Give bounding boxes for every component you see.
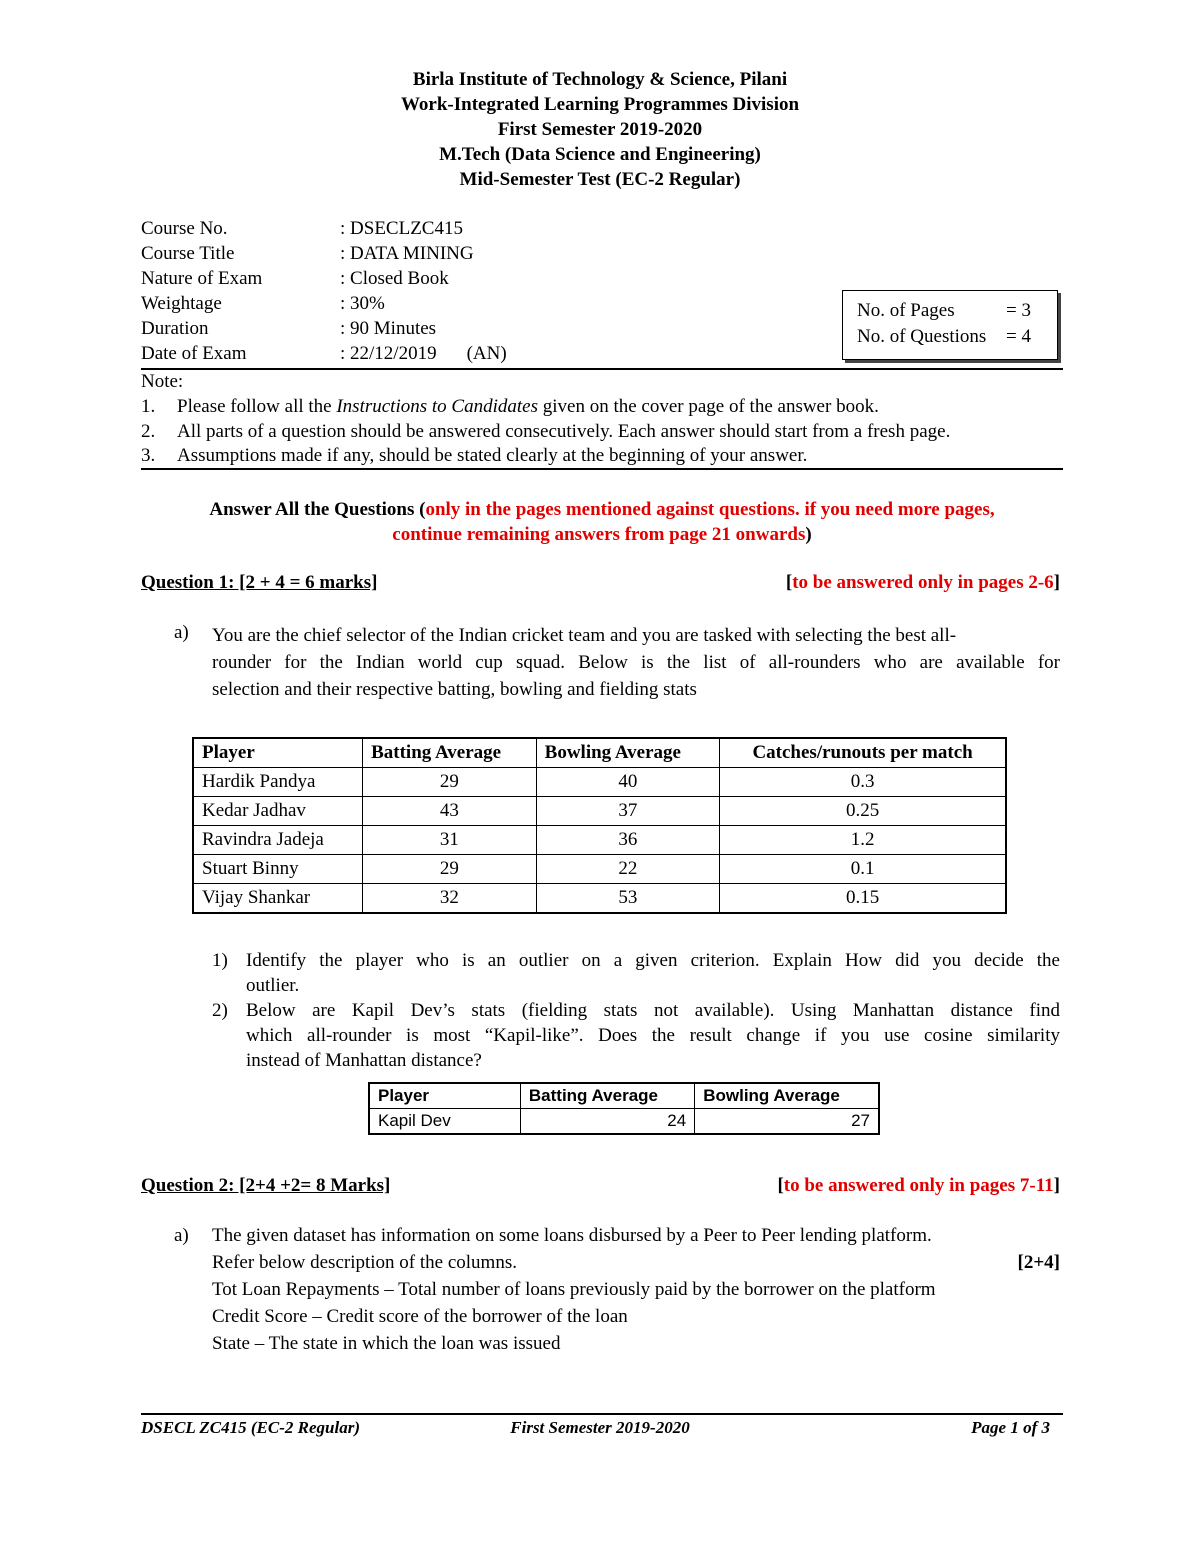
player-name: Kapil Dev — [369, 1109, 520, 1135]
column-header: Catches/runouts per match — [720, 738, 1006, 768]
division-name: Work-Integrated Learning Programmes Division — [400, 94, 800, 115]
answer-all-instruction: Answer All the Questions (only in the pages mentioned against questions. if you need more pages, continue remaining answers from page 21 onwards) — [209, 499, 995, 545]
info-value — [340, 343, 507, 365]
test-name: Mid-Semester Test (EC-2 Regular) — [459, 169, 741, 190]
footer-semester: First Semester 2019-2020 — [510, 1418, 690, 1437]
batting-average: 31 — [363, 826, 537, 855]
pages-count-row — [857, 300, 1047, 322]
programme: M.Tech (Data Science and Engineering) — [439, 144, 761, 165]
info-label: Nature of Exam — [141, 268, 263, 289]
catches-per-match: 0.1 — [720, 855, 1006, 884]
sub-question-text: Below are Kapil Dev’s stats (fielding stats not available). Using Manhattan distance find which all-rounder is most “Kapil-like”. Does the result change if you use cosine similarity instead of Manhattan distance? — [246, 1000, 1060, 1071]
divider — [141, 368, 1063, 370]
column-header: Batting Average — [363, 738, 537, 768]
table-row — [193, 826, 1006, 855]
column-header: Batting Average — [520, 1083, 694, 1109]
table-row — [193, 884, 1006, 914]
player-name: Hardik Pandya — [193, 768, 363, 797]
catches-per-match: 0.15 — [720, 884, 1006, 914]
note-title: Note: — [141, 371, 184, 392]
note-text: Assumptions made if any, should be stated clearly at the beginning of your answer. — [177, 445, 808, 466]
info-label: Duration — [141, 318, 209, 339]
table-header-row — [369, 1083, 879, 1109]
allrounder-stats-table — [192, 737, 1007, 914]
questions-label: No. of Questions — [857, 326, 987, 347]
footer-course: DSECL ZC415 (EC-2 Regular) — [141, 1418, 360, 1437]
note-number: 3. — [141, 445, 156, 466]
note-number: 2. — [141, 421, 156, 442]
institute-name: Birla Institute of Technology & Science, Pilani — [412, 69, 788, 90]
note-text: Please follow all the Instructions to Candidates given on the cover page of the answer book. — [177, 396, 879, 417]
question-2a-line: Tot Loan Repayments – Total number of loans previously paid by the borrower on the platform — [212, 1279, 936, 1300]
pages-questions-box — [842, 290, 1058, 360]
question-2a-line: Refer below description of the columns. — [212, 1252, 517, 1273]
sub-question-number: 1) — [212, 950, 228, 971]
batting-average: 32 — [363, 884, 537, 914]
question-1-title: Question 1: [2 + 4 = 6 marks] — [141, 572, 378, 593]
info-label: Course Title — [141, 243, 235, 264]
table-row — [193, 797, 1006, 826]
bowling-average: 22 — [536, 855, 720, 884]
info-label: Weightage — [141, 293, 222, 314]
pages-value: = 3 — [1006, 300, 1031, 321]
exam-date: : 22/12/2019 — [340, 343, 437, 364]
info-value: : 90 Minutes — [340, 318, 437, 339]
kapil-dev-stats-table — [368, 1082, 880, 1135]
bowling-average: 37 — [536, 797, 720, 826]
question-2-pages: [to be answered only in pages 7-11] — [777, 1175, 1060, 1196]
player-name: Vijay Shankar — [193, 884, 363, 914]
sub-question-number: 2) — [212, 1000, 228, 1021]
info-label: Course No. — [141, 218, 228, 239]
catches-per-match: 1.2 — [720, 826, 1006, 855]
batting-average: 24 — [520, 1109, 694, 1135]
questions-count-row — [857, 326, 1047, 348]
player-name: Stuart Binny — [193, 855, 363, 884]
question-2a-line: State – The state in which the loan was issued — [212, 1333, 561, 1354]
batting-average: 29 — [363, 855, 537, 884]
column-header: Player — [193, 738, 363, 768]
catches-per-match: 0.25 — [720, 797, 1006, 826]
bowling-average: 53 — [536, 884, 720, 914]
part-label: a) — [174, 622, 189, 643]
exam-session: (AN) — [466, 343, 507, 364]
note-emphasis: Instructions to Candidates — [336, 396, 538, 417]
batting-average: 43 — [363, 797, 537, 826]
question-2a-line: Credit Score – Credit score of the borrower of the loan — [212, 1306, 628, 1327]
batting-average: 29 — [363, 768, 537, 797]
footer-divider — [141, 1413, 1063, 1415]
table-header-row — [193, 738, 1006, 768]
question-2a-line: The given dataset has information on some loans disbursed by a Peer to Peer lending platform. — [212, 1225, 932, 1246]
question-1-pages: [to be answered only in pages 2-6] — [785, 572, 1060, 593]
column-header: Bowling Average — [695, 1083, 879, 1109]
column-header: Bowling Average — [536, 738, 720, 768]
bowling-average: 36 — [536, 826, 720, 855]
semester: First Semester 2019-2020 — [497, 119, 703, 140]
table-row — [369, 1109, 879, 1135]
player-name: Kedar Jadhav — [193, 797, 363, 826]
player-name: Ravindra Jadeja — [193, 826, 363, 855]
pages-label: No. of Pages — [857, 300, 955, 321]
instruction-highlight: only in the pages mentioned against questions. if you need more pages, — [425, 499, 995, 520]
bowling-average: 40 — [536, 768, 720, 797]
sub-question-text: Identify the player who is an outlier on a given criterion. Explain How did you decide the outlier. — [246, 950, 1060, 996]
info-value: : DSECLZC415 — [340, 218, 463, 239]
marks-allocation: [2+4] — [1017, 1252, 1060, 1273]
divider — [141, 468, 1063, 470]
table-row — [193, 855, 1006, 884]
info-label: Date of Exam — [141, 343, 247, 364]
question-2-title: Question 2: [2+4 +2= 8 Marks] — [141, 1175, 391, 1196]
questions-value: = 4 — [1006, 326, 1031, 347]
part-label: a) — [174, 1225, 189, 1246]
info-value: : 30% — [340, 293, 385, 314]
column-header: Player — [369, 1083, 520, 1109]
catches-per-match: 0.3 — [720, 768, 1006, 797]
note-number: 1. — [141, 396, 156, 417]
info-value: : DATA MINING — [340, 243, 474, 264]
table-row — [193, 768, 1006, 797]
footer-page-number: Page 1 of 3 — [971, 1418, 1050, 1437]
note-text: All parts of a question should be answered consecutively. Each answer should start from a fresh page. — [177, 421, 951, 442]
bowling-average: 27 — [695, 1109, 879, 1135]
instruction-highlight: continue remaining answers from page 21 onwards — [392, 524, 806, 545]
info-value: : Closed Book — [340, 268, 449, 289]
question-1a-text: You are the chief selector of the Indian cricket team and you are tasked with selecting the best all- rounder for the Indian world cup squad. Below is the list of all-rounders who are available for selection and their respective batting, bowling and fielding stats — [212, 625, 1060, 700]
